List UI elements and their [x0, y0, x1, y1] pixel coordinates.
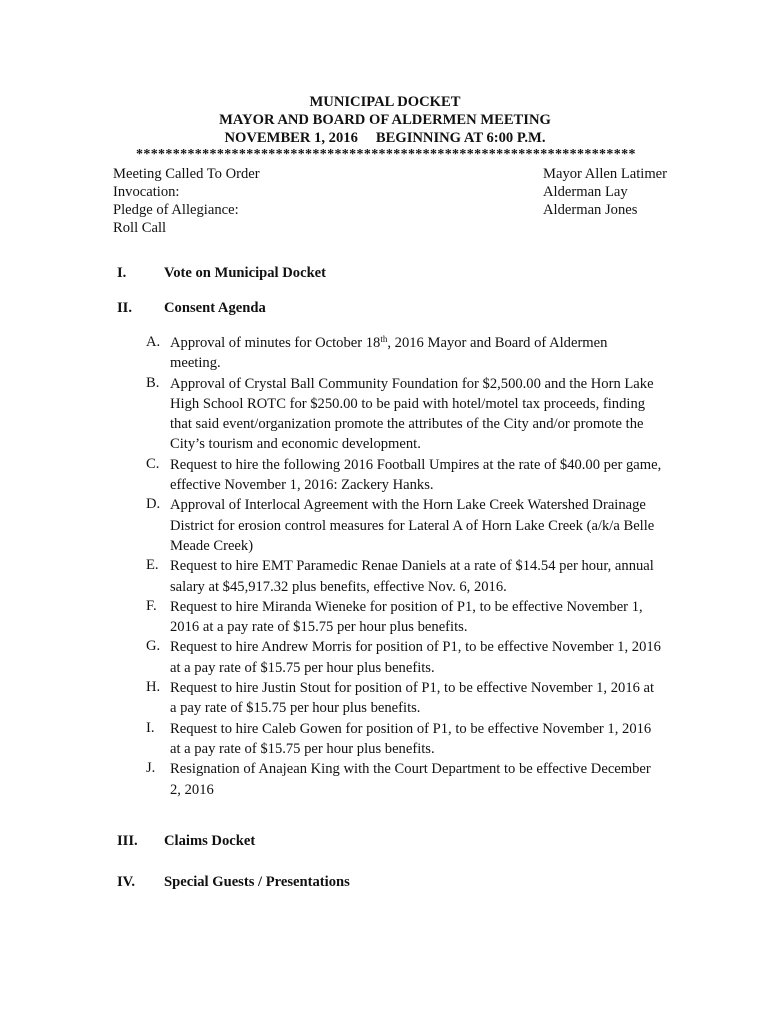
- consent-item-letter: I.: [146, 719, 155, 736]
- consent-item-letter: J.: [146, 760, 156, 777]
- section-number: I.: [117, 265, 127, 281]
- consent-item: [146, 597, 686, 638]
- consent-item-line: 2, 2016: [170, 781, 214, 798]
- consent-item-letter: G.: [146, 638, 161, 655]
- consent-item: [146, 495, 686, 556]
- consent-item-letter: H.: [146, 679, 161, 696]
- section-title: Special Guests / Presentations: [164, 874, 350, 890]
- consent-item-line: Request to hire Andrew Morris for position of P1, to be effective November 1, 2016: [170, 639, 661, 656]
- consent-item-text: [170, 678, 686, 719]
- header-title: MUNICIPAL DOCKET: [309, 94, 461, 110]
- consent-item-line: that said event/organization promote the attributes of the City and/or promote the: [170, 416, 644, 433]
- consent-item-text: [170, 374, 686, 455]
- consent-item-line: 2016 at a pay rate of $15.75 per hour plus benefits.: [170, 619, 468, 636]
- star-divider: ********************************************************************: [136, 147, 636, 162]
- header-subtitle: MAYOR AND BOARD OF ALDERMEN MEETING: [219, 112, 551, 128]
- docket-header: [0, 93, 770, 147]
- opening-item: Meeting Called To Order: [113, 166, 260, 182]
- opening-item: Pledge of Allegiance:: [113, 202, 239, 218]
- section-number: II.: [117, 300, 133, 316]
- consent-item-line: a pay rate of $15.75 per hour plus benefits.: [170, 700, 421, 717]
- meeting-time: BEGINNING AT 6:00 P.M.: [375, 130, 546, 146]
- consent-item-text: [170, 719, 686, 760]
- consent-item-line: Meade Creek): [170, 537, 254, 554]
- opening-item: Invocation:: [113, 184, 180, 200]
- consent-item-letter: B.: [146, 374, 160, 391]
- consent-item-text: [170, 455, 686, 496]
- consent-item-line: District for erosion control measures for Lateral A of Horn Lake Creek (a/k/a Belle: [170, 517, 655, 534]
- official-name: Mayor Allen Latimer: [543, 166, 668, 182]
- consent-item-line: Request to hire Caleb Gowen for position of P1, to be effective November 1, 2016: [170, 720, 652, 737]
- consent-item-line: Request to hire Justin Stout for position of P1, to be effective November 1, 2016 at: [170, 680, 655, 697]
- consent-item-line: Approval of minutes for October 18th, 2016 Mayor and Board of Aldermen: [170, 334, 608, 351]
- consent-item-line: salary at $45,917.32 plus benefits, effective Nov. 6, 2016.: [170, 578, 507, 595]
- consent-item-letter: E.: [146, 557, 159, 574]
- opening-item: Roll Call: [113, 220, 167, 236]
- consent-item-text: [170, 495, 686, 556]
- consent-item: [146, 678, 686, 719]
- section-number: III.: [117, 833, 138, 849]
- consent-item-letter: D.: [146, 496, 161, 513]
- section-title: Claims Docket: [164, 833, 256, 849]
- consent-item-text: [170, 333, 686, 374]
- officials-list: [543, 165, 667, 219]
- consent-item-line: City’s tourism and economic development.: [170, 436, 421, 453]
- consent-item-line: Approval of Interlocal Agreement with the Horn Lake Creek Watershed Drainage: [170, 497, 646, 514]
- consent-item: [146, 455, 686, 496]
- section-number: IV.: [117, 874, 135, 890]
- consent-agenda-items: [146, 333, 686, 800]
- header-date-line: [0, 129, 770, 147]
- meeting-date: NOVEMBER 1, 2016: [224, 130, 358, 146]
- consent-item-text: [170, 597, 686, 638]
- consent-item: [146, 637, 686, 678]
- official-name: Alderman Jones: [543, 202, 638, 218]
- consent-item: [146, 333, 686, 374]
- section-title: Vote on Municipal Docket: [164, 265, 327, 281]
- consent-item-line: effective November 1, 2016: Zackery Hanks.: [170, 477, 434, 494]
- opening-list: [113, 165, 260, 237]
- consent-item-text: [170, 637, 686, 678]
- consent-item-line: Request to hire the following 2016 Football Umpires at the rate of $40.00 per game,: [170, 456, 662, 473]
- consent-item-text: [170, 759, 686, 800]
- consent-item-line: Resignation of Anajean King with the Court Department to be effective December: [170, 761, 651, 778]
- consent-item-line: Request to hire EMT Paramedic Renae Daniels at a rate of $14.54 per hour, annual: [170, 558, 654, 575]
- consent-item-line: Request to hire Miranda Wieneke for position of P1, to be effective November 1,: [170, 598, 643, 615]
- consent-item-line: at a pay rate of $15.75 per hour plus benefits.: [170, 659, 435, 676]
- consent-item-line: meeting.: [170, 355, 221, 372]
- consent-item-letter: F.: [146, 597, 157, 614]
- consent-item-line: at a pay rate of $15.75 per hour plus benefits.: [170, 740, 435, 757]
- consent-item-line: High School ROTC for $250.00 to be paid with hotel/motel tax proceeds, finding: [170, 395, 646, 412]
- section-title: Consent Agenda: [164, 300, 266, 316]
- consent-item: [146, 719, 686, 760]
- official-name: Alderman Lay: [543, 184, 628, 200]
- consent-item: [146, 759, 686, 800]
- consent-item-letter: C.: [146, 455, 160, 472]
- consent-item-line: Approval of Crystal Ball Community Foundation for $2,500.00 and the Horn Lake: [170, 375, 654, 392]
- consent-item-text: [170, 556, 686, 597]
- consent-item-letter: A.: [146, 334, 161, 350]
- consent-item: [146, 374, 686, 455]
- consent-item: [146, 556, 686, 597]
